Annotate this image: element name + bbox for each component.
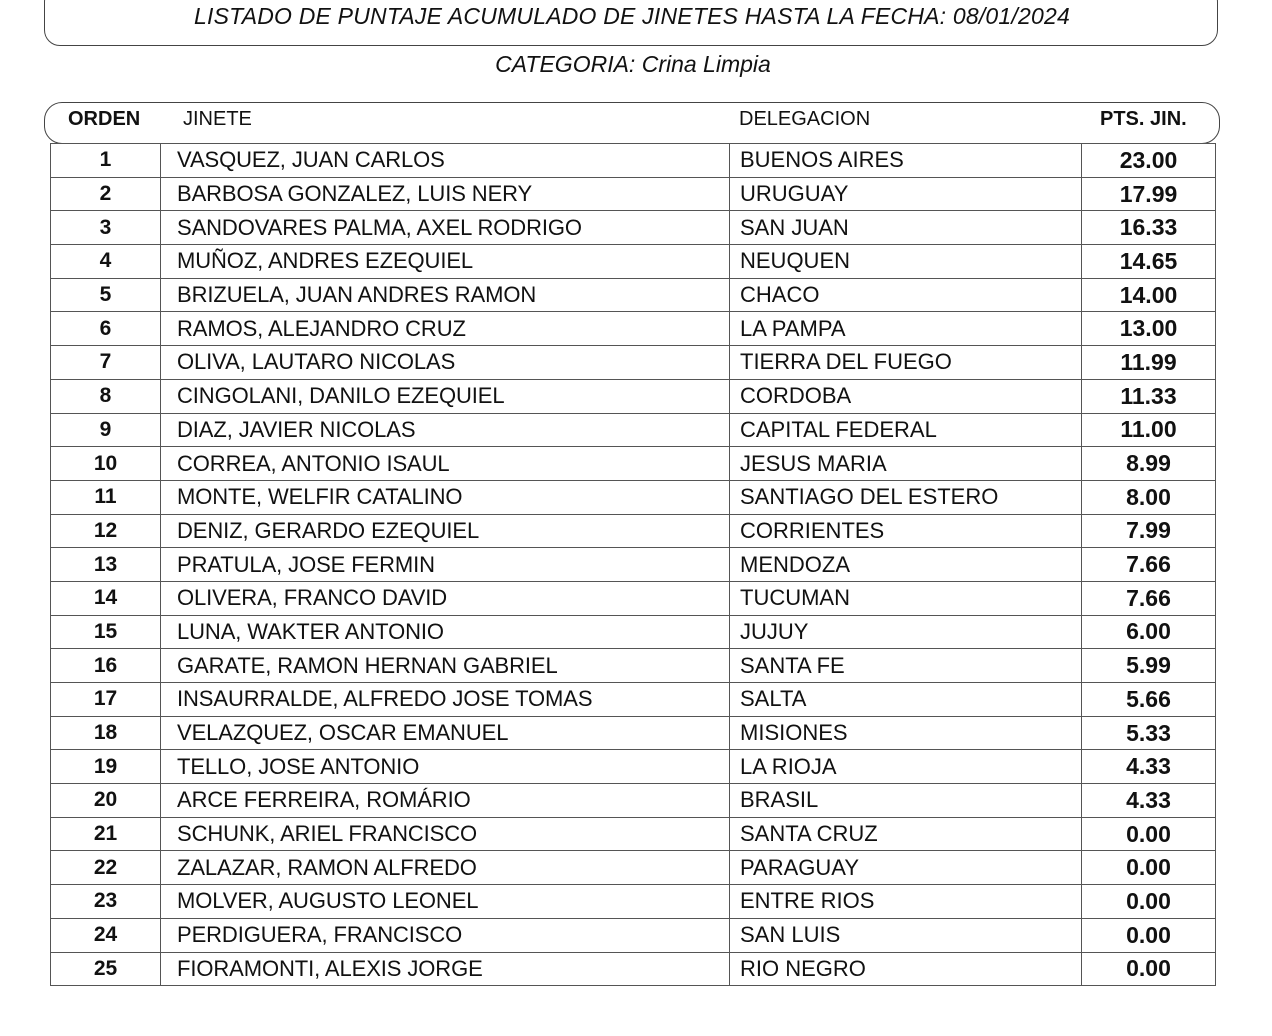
points-cell: 11.99 xyxy=(1120,348,1177,375)
delegation-cell: BRASIL xyxy=(730,784,1082,817)
header-jinete: JINETE xyxy=(183,108,252,130)
points-cell: 5.66 xyxy=(1126,685,1171,712)
table-row xyxy=(51,414,1215,448)
delegation-cell: JESUS MARIA xyxy=(730,447,1082,480)
rank-cell: 16 xyxy=(51,649,161,682)
rank-cell: 19 xyxy=(51,750,161,783)
table-row xyxy=(51,784,1215,818)
rank-cell: 25 xyxy=(51,953,161,986)
points-cell: 5.33 xyxy=(1126,719,1171,746)
rider-name-cell: PRATULA, JOSE FERMIN xyxy=(161,548,730,581)
delegation-cell: CAPITAL FEDERAL xyxy=(730,414,1082,447)
rank-cell: 22 xyxy=(51,851,161,884)
points-cell: 11.33 xyxy=(1120,382,1177,409)
rider-name-cell: ARCE FERREIRA, ROMÁRIO xyxy=(161,784,730,817)
rider-name-cell: MOLVER, AUGUSTO LEONEL xyxy=(161,885,730,918)
table-row xyxy=(51,211,1215,245)
points-cell: 16.33 xyxy=(1119,214,1178,241)
delegation-cell: SAN LUIS xyxy=(730,919,1082,952)
rider-name-cell: GARATE, RAMON HERNAN GABRIEL xyxy=(161,649,730,682)
delegation-cell: CHACO xyxy=(730,279,1082,312)
rank-cell: 10 xyxy=(51,447,161,480)
delegation-cell: CORRIENTES xyxy=(730,515,1082,548)
points-cell: 7.66 xyxy=(1126,584,1171,611)
table-row xyxy=(51,312,1215,346)
points-cell: 23.00 xyxy=(1119,146,1178,173)
category-label: CATEGORIA: Crina Limpia xyxy=(495,51,771,77)
points-cell: 0.00 xyxy=(1126,955,1171,982)
rider-name-cell: DIAZ, JAVIER NICOLAS xyxy=(161,414,730,447)
delegation-cell: SANTIAGO DEL ESTERO xyxy=(730,481,1082,514)
rider-name-cell: OLIVA, LAUTARO NICOLAS xyxy=(161,346,730,379)
rider-name-cell: MONTE, WELFIR CATALINO xyxy=(161,481,730,514)
rider-name-cell: PERDIGUERA, FRANCISCO xyxy=(161,919,730,952)
rider-name-cell: VASQUEZ, JUAN CARLOS xyxy=(161,144,730,177)
rank-cell: 23 xyxy=(51,885,161,918)
rank-cell: 9 xyxy=(51,414,161,447)
rank-cell: 5 xyxy=(51,279,161,312)
rider-name-cell: CORREA, ANTONIO ISAUL xyxy=(161,447,730,480)
rider-name-cell: LUNA, WAKTER ANTONIO xyxy=(161,616,730,649)
delegation-cell: MISIONES xyxy=(730,717,1082,750)
delegation-cell: CORDOBA xyxy=(730,380,1082,413)
points-cell: 0.00 xyxy=(1126,921,1171,948)
rank-cell: 12 xyxy=(51,515,161,548)
rider-name-cell: INSAURRALDE, ALFREDO JOSE TOMAS xyxy=(161,683,730,716)
rank-cell: 21 xyxy=(51,818,161,851)
table-row xyxy=(51,885,1215,919)
rider-name-cell: VELAZQUEZ, OSCAR EMANUEL xyxy=(161,717,730,750)
rank-cell: 15 xyxy=(51,616,161,649)
table-row xyxy=(51,683,1215,717)
delegation-cell: JUJUY xyxy=(730,616,1082,649)
delegation-cell: SALTA xyxy=(730,683,1082,716)
table-row xyxy=(51,481,1215,515)
points-cell: 0.00 xyxy=(1126,820,1171,847)
delegation-cell: URUGUAY xyxy=(730,178,1082,211)
rank-cell: 20 xyxy=(51,784,161,817)
points-cell: 8.99 xyxy=(1126,450,1171,477)
delegation-cell: LA PAMPA xyxy=(730,312,1082,345)
rank-cell: 1 xyxy=(51,144,161,177)
table-row xyxy=(51,919,1215,953)
header-puntos: PTS. JIN. xyxy=(1100,108,1187,130)
points-cell: 11.00 xyxy=(1120,416,1177,443)
table-row xyxy=(51,380,1215,414)
rider-name-cell: OLIVERA, FRANCO DAVID xyxy=(161,582,730,615)
delegation-cell: SANTA FE xyxy=(730,649,1082,682)
rider-name-cell: BARBOSA GONZALEZ, LUIS NERY xyxy=(161,178,730,211)
delegation-cell: MENDOZA xyxy=(730,548,1082,581)
rank-cell: 14 xyxy=(51,582,161,615)
points-cell: 6.00 xyxy=(1126,618,1171,645)
rank-cell: 24 xyxy=(51,919,161,952)
points-cell: 4.33 xyxy=(1126,786,1171,813)
rider-name-cell: SANDOVARES PALMA, AXEL RODRIGO xyxy=(161,211,730,244)
rank-cell: 8 xyxy=(51,380,161,413)
rider-name-cell: ZALAZAR, RAMON ALFREDO xyxy=(161,851,730,884)
rank-cell: 6 xyxy=(51,312,161,345)
points-cell: 4.33 xyxy=(1126,753,1171,780)
table-row xyxy=(51,245,1215,279)
points-cell: 17.99 xyxy=(1119,180,1178,207)
rank-cell: 18 xyxy=(51,717,161,750)
table-row xyxy=(51,953,1215,987)
delegation-cell: TIERRA DEL FUEGO xyxy=(730,346,1082,379)
page-title: LISTADO DE PUNTAJE ACUMULADO DE JINETES HASTA LA FECHA: 08/01/2024 xyxy=(194,3,1070,29)
rank-cell: 17 xyxy=(51,683,161,716)
header-orden: ORDEN xyxy=(68,108,141,130)
delegation-cell: BUENOS AIRES xyxy=(730,144,1082,177)
table-row xyxy=(51,279,1215,313)
rider-name-cell: RAMOS, ALEJANDRO CRUZ xyxy=(161,312,730,345)
table-row xyxy=(51,447,1215,481)
points-cell: 7.99 xyxy=(1126,517,1171,544)
points-cell: 7.66 xyxy=(1126,551,1171,578)
delegation-cell: NEUQUEN xyxy=(730,245,1082,278)
rank-cell: 7 xyxy=(51,346,161,379)
rider-name-cell: BRIZUELA, JUAN ANDRES RAMON xyxy=(161,279,730,312)
table-row xyxy=(51,582,1215,616)
table-row xyxy=(51,616,1215,650)
header-delegacion: DELEGACION xyxy=(739,108,871,130)
table-row xyxy=(51,515,1215,549)
rider-name-cell: DENIZ, GERARDO EZEQUIEL xyxy=(161,515,730,548)
table-row xyxy=(51,717,1215,751)
rank-cell: 11 xyxy=(51,481,161,514)
table-row xyxy=(51,818,1215,852)
rider-name-cell: TELLO, JOSE ANTONIO xyxy=(161,750,730,783)
table-row xyxy=(51,144,1215,178)
delegation-cell: SAN JUAN xyxy=(730,211,1082,244)
rider-name-cell: SCHUNK, ARIEL FRANCISCO xyxy=(161,818,730,851)
rider-name-cell: MUÑOZ, ANDRES EZEQUIEL xyxy=(161,245,730,278)
delegation-cell: PARAGUAY xyxy=(730,851,1082,884)
points-cell: 8.00 xyxy=(1126,483,1171,510)
table-row xyxy=(51,346,1215,380)
points-cell: 14.65 xyxy=(1119,247,1178,274)
table-row xyxy=(51,548,1215,582)
rank-cell: 2 xyxy=(51,178,161,211)
delegation-cell: RIO NEGRO xyxy=(730,953,1082,986)
delegation-cell: LA RIOJA xyxy=(730,750,1082,783)
ranking-table xyxy=(50,143,1216,986)
points-cell: 0.00 xyxy=(1126,887,1171,914)
table-row xyxy=(51,178,1215,212)
table-row xyxy=(51,750,1215,784)
delegation-cell: SANTA CRUZ xyxy=(730,818,1082,851)
delegation-cell: TUCUMAN xyxy=(730,582,1082,615)
rank-cell: 4 xyxy=(51,245,161,278)
points-cell: 0.00 xyxy=(1126,854,1171,881)
table-row xyxy=(51,851,1215,885)
rider-name-cell: CINGOLANI, DANILO EZEQUIEL xyxy=(161,380,730,413)
table-row xyxy=(51,649,1215,683)
points-cell: 13.00 xyxy=(1119,315,1178,342)
rank-cell: 13 xyxy=(51,548,161,581)
delegation-cell: ENTRE RIOS xyxy=(730,885,1082,918)
points-cell: 5.99 xyxy=(1126,652,1171,679)
points-cell: 14.00 xyxy=(1119,281,1178,308)
rank-cell: 3 xyxy=(51,211,161,244)
rider-name-cell: FIORAMONTI, ALEXIS JORGE xyxy=(161,953,730,986)
